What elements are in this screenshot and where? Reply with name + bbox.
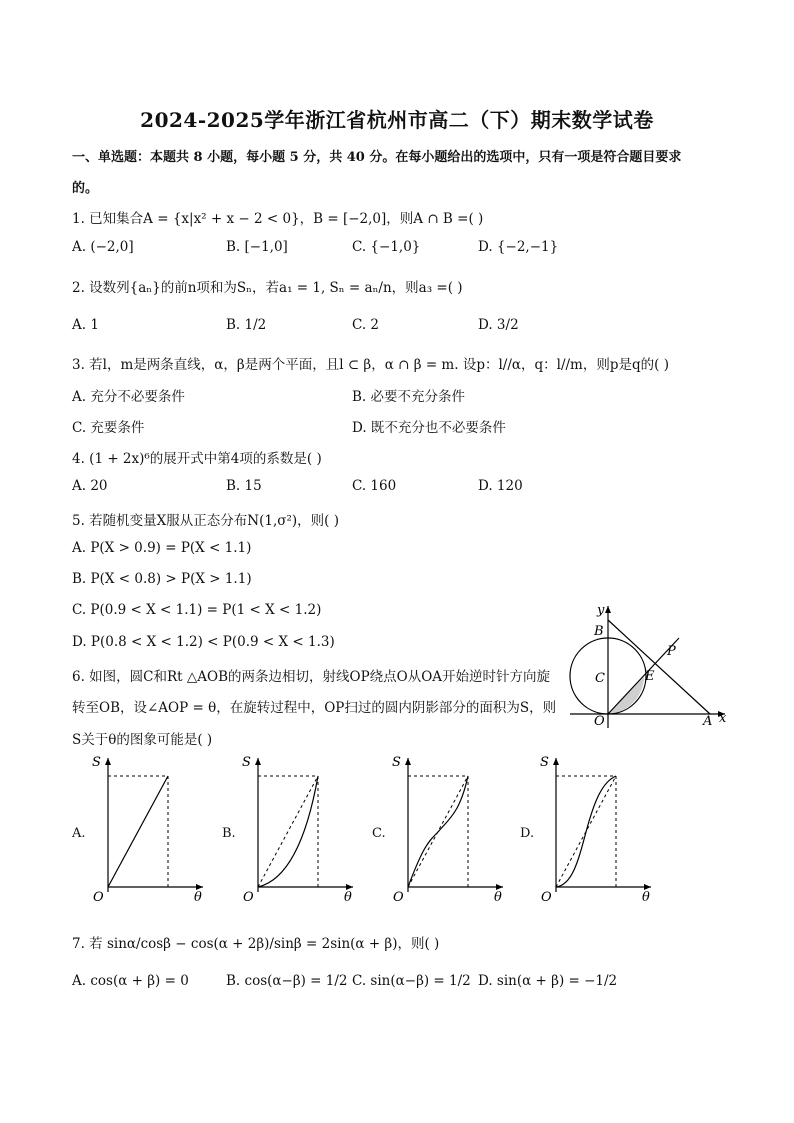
page-title: 2024-2025学年浙江省杭州市高二（下）期末数学试卷 [140, 108, 654, 132]
q3-stem: 3. 若l，m是两条直线，α，β是两个平面，且l ⊂ β，α ∩ β = m. 设p：l//α，q：l//m，则p是q的( ) [72, 357, 669, 373]
q2-stem: 2. 设数列{aₙ}的前n项和为Sₙ，若a₁ = 1, Sₙ = aₙ/n，则a₃ =( ) [72, 280, 463, 296]
q7-option-b: B. cos(α−β) = 1/2 [226, 973, 348, 989]
q3-option-b: B. 必要不充分条件 [352, 389, 466, 405]
q6-stem-line1: 6. 如图，圆C和Rt △AOB的两条边相切，射线OP绕点O从OA开始逆时针方向旋 [72, 669, 551, 685]
q5-option-d: D. P(0.8 < X < 1.2) < P(0.9 < X < 1.3) [72, 634, 335, 650]
graph-a-axis-s: S [92, 755, 101, 770]
q6-graph-b [238, 752, 358, 904]
q7-stem: 7. 若 sinα/cosβ − cos(α + 2β)/sinβ = 2sin(α + β)，则( ) [72, 936, 440, 952]
fig-label-b: B [594, 624, 604, 639]
q3-option-a: A. 充分不必要条件 [72, 389, 185, 405]
graph-d-origin: O [541, 890, 552, 904]
q5-option-b: B. P(X < 0.8) > P(X > 1.1) [72, 571, 252, 587]
q4-option-d: D. 120 [478, 478, 523, 494]
q1-option-b: B. [−1,0] [226, 239, 288, 255]
section-heading-line1: 一、单选题：本题共 8 小题，每小题 5 分，共 40 分。在每小题给出的选项中，只有一项是符合题目要求 [72, 150, 682, 165]
q7-option-d: D. sin(α + β) = −1/2 [478, 973, 618, 989]
fig-label-o: O [594, 714, 605, 729]
q6-geometry-figure [565, 598, 735, 733]
graph-d-axis-s: S [540, 755, 549, 770]
q3-option-c: C. 充要条件 [72, 420, 145, 436]
fig-label-c: C [595, 671, 605, 686]
q6-graph-a [88, 752, 208, 904]
q6-graph-c [388, 752, 508, 904]
q6-graph-option-c-label: C. [372, 826, 386, 841]
q6-graph-option-a-label: A. [72, 826, 86, 841]
q2-option-c: C. 2 [352, 317, 380, 333]
q2-option-b: B. 1/2 [226, 317, 267, 333]
fig-label-x: x [719, 711, 727, 726]
q6-stem-line2: 转至OB，设∠AOP = θ，在旋转过程中，OP扫过的圆内阴影部分的面积为S，则 [72, 700, 557, 716]
graph-c-origin: O [393, 890, 404, 904]
graph-a-origin: O [93, 890, 104, 904]
q2-option-d: D. 3/2 [478, 317, 519, 333]
graph-a-axis-theta: θ [194, 890, 202, 904]
q1-option-a: A. (−2,0] [72, 239, 134, 255]
q4-option-a: A. 20 [72, 478, 108, 494]
q7-option-a: A. cos(α + β) = 0 [72, 973, 189, 989]
q5-stem: 5. 若随机变量X服从正态分布N(1,σ²)，则( ) [72, 513, 339, 529]
graph-c-axis-theta: θ [494, 890, 502, 904]
q6-graph-option-b-label: B. [222, 826, 236, 841]
section-heading-line2: 的。 [72, 181, 99, 196]
q5-option-c: C. P(0.9 < X < 1.1) = P(1 < X < 1.2) [72, 602, 322, 618]
fig-label-y: y [597, 603, 605, 618]
q6-graph-d [536, 752, 656, 904]
graph-d-axis-theta: θ [642, 890, 650, 904]
fig-label-p: P [667, 644, 676, 659]
graph-b-axis-theta: θ [344, 890, 352, 904]
q1-option-c: C. {−1,0} [352, 239, 421, 255]
fig-label-a: A [703, 714, 713, 729]
fig-label-e: E [645, 669, 655, 684]
q5-option-a: A. P(X > 0.9) = P(X < 1.1) [72, 540, 252, 556]
q2-option-a: A. 1 [72, 317, 99, 333]
q4-option-b: B. 15 [226, 478, 262, 494]
q1-stem: 1. 已知集合A = {x|x² + x − 2 < 0}，B = [−2,0]，则A ∩ B =( ) [72, 211, 484, 227]
q4-option-c: C. 160 [352, 478, 397, 494]
q4-stem: 4. (1 + 2x)⁶的展开式中第4项的系数是( ) [72, 451, 322, 467]
graph-c-axis-s: S [392, 755, 401, 770]
q7-option-c: C. sin(α−β) = 1/2 [352, 973, 471, 989]
q6-graph-option-d-label: D. [520, 826, 535, 841]
q3-option-d: D. 既不充分也不必要条件 [352, 420, 506, 436]
q1-option-d: D. {−2,−1} [478, 239, 559, 255]
graph-b-origin: O [243, 890, 254, 904]
q6-stem-line3: S关于θ的图象可能是( ) [72, 732, 213, 748]
graph-b-axis-s: S [242, 755, 251, 770]
